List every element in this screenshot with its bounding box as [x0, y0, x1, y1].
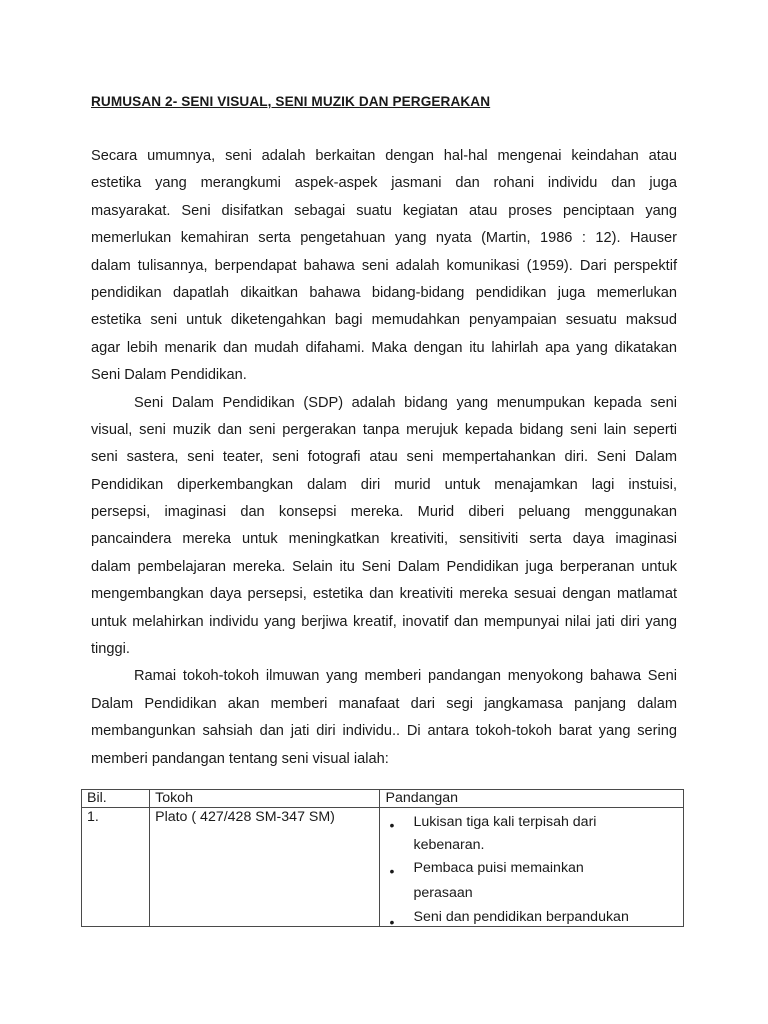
- body-text: [91, 143, 677, 773]
- paragraph-line: dalam pembelajaran mereka. Selain itu Seni Dalam Pendidikan juga berperanan untuk: [91, 558, 677, 575]
- paragraph-line: agar lebih menarik dan mudah difahami. Maka dengan itu lahirlah apa yang dikatakan: [91, 339, 677, 356]
- document-title: RUMUSAN 2- SENI VISUAL, SENI MUZIK DAN PERGERAKAN: [91, 94, 491, 109]
- cell-tokoh: Plato ( 427/428 SM-347 SM): [150, 808, 380, 927]
- paragraph-line: Seni Dalam Pendidikan.: [91, 367, 247, 384]
- paragraph-line: membangunkan sahsiah dan jati diri individu.. Di antara tokoh-tokoh barat yang sering: [91, 723, 677, 740]
- paragraph-line: estetika yang merangkumi aspek-aspek jasmani dan rohani individu dan juga: [91, 175, 677, 192]
- paragraph-line: seni sastera, seni teater, seni fotografi atau seni mempertahankan diri. Seni Dalam: [91, 449, 677, 466]
- paragraph-2: [91, 390, 677, 664]
- pandangan-list: [385, 811, 683, 926]
- list-item-text: • Lukisan tiga kali terpisah dari: [413, 814, 597, 830]
- list-item-text: perasaan: [413, 885, 473, 901]
- paragraph-line: memberi pandangan tentang seni visual ialah:: [91, 750, 389, 767]
- paragraph-line: memerlukan kemahiran serta pengetahuan yang nyata (Martin, 1986 : 12). Hauser: [91, 230, 677, 247]
- paragraph-line: Dalam Pendidikan akan memberi manafaat dari segi jangkamasa panjang dalam: [91, 695, 677, 712]
- cell-bil: 1.: [82, 808, 150, 927]
- paragraph-line: tinggi.: [91, 641, 130, 658]
- list-item: [413, 908, 683, 926]
- paragraph-line: masyarakat. Seni disifatkan sebagai suatu kegiatan atau proses penciptaan yang: [91, 202, 677, 219]
- paragraph-line: estetika seni untuk diketengahkan bagi memudahkan penyampaian sesuatu maksud: [91, 312, 677, 329]
- cell-pandangan: [380, 808, 684, 927]
- paragraph-line: persepsi, imaginasi dan konsepsi mereka. Murid diberi peluang menggunakan: [91, 504, 677, 521]
- list-item-text: • Seni dan pendidikan berpandukan: [413, 909, 629, 925]
- paragraph-line: pendidikan dapatlah dikaitkan bahawa bidang-bidang pendidikan juga memerlukan: [91, 284, 677, 301]
- list-item: [413, 857, 683, 908]
- paragraph-line: Secara umumnya, seni adalah berkaitan dengan hal-hal mengenai keindahan atau: [91, 148, 677, 164]
- paragraph-1: [91, 143, 677, 390]
- list-item-text: • Pembaca puisi memainkan: [413, 860, 584, 876]
- table-row: [82, 808, 684, 927]
- paragraph-3: [91, 663, 677, 773]
- paragraph-line: untuk melahirkan individu yang berjiwa kreatif, inovatif dan mempunyai nilai jati diri yang: [91, 613, 677, 630]
- column-header-tokoh: Tokoh: [150, 790, 380, 808]
- paragraph-line: dalam tulisannya, berpendapat bahawa seni adalah komunikasi (1959). Dari perspektif: [91, 257, 677, 274]
- column-header-pandangan: Pandangan: [380, 790, 684, 808]
- table-header-row: [82, 790, 684, 808]
- column-header-bil: Bil.: [82, 790, 150, 808]
- paragraph-line: Pendidikan diperkembangkan dalam diri murid untuk menajamkan lagi instuisi,: [91, 476, 677, 493]
- paragraph-line: Ramai tokoh-tokoh ilmuwan yang memberi pandangan menyokong bahawa Seni: [134, 668, 677, 685]
- paragraph-line: mengembangkan daya persepsi, estetika dan kreativiti mereka sesuai dengan matlamat: [91, 586, 677, 603]
- tokoh-table: [81, 789, 684, 927]
- paragraph-line: Seni Dalam Pendidikan (SDP) adalah bidang yang menumpukan kepada seni: [134, 394, 677, 411]
- list-item-text: kebenaran.: [413, 837, 485, 853]
- paragraph-line: pancaindera mereka untuk meningkatkan kreativiti, sensitiviti serta daya imaginasi: [91, 531, 677, 548]
- list-item: [413, 811, 683, 857]
- paragraph-line: visual, seni muzik dan seni pergerakan tanpa merujuk kepada bidang seni lain seperti: [91, 421, 677, 438]
